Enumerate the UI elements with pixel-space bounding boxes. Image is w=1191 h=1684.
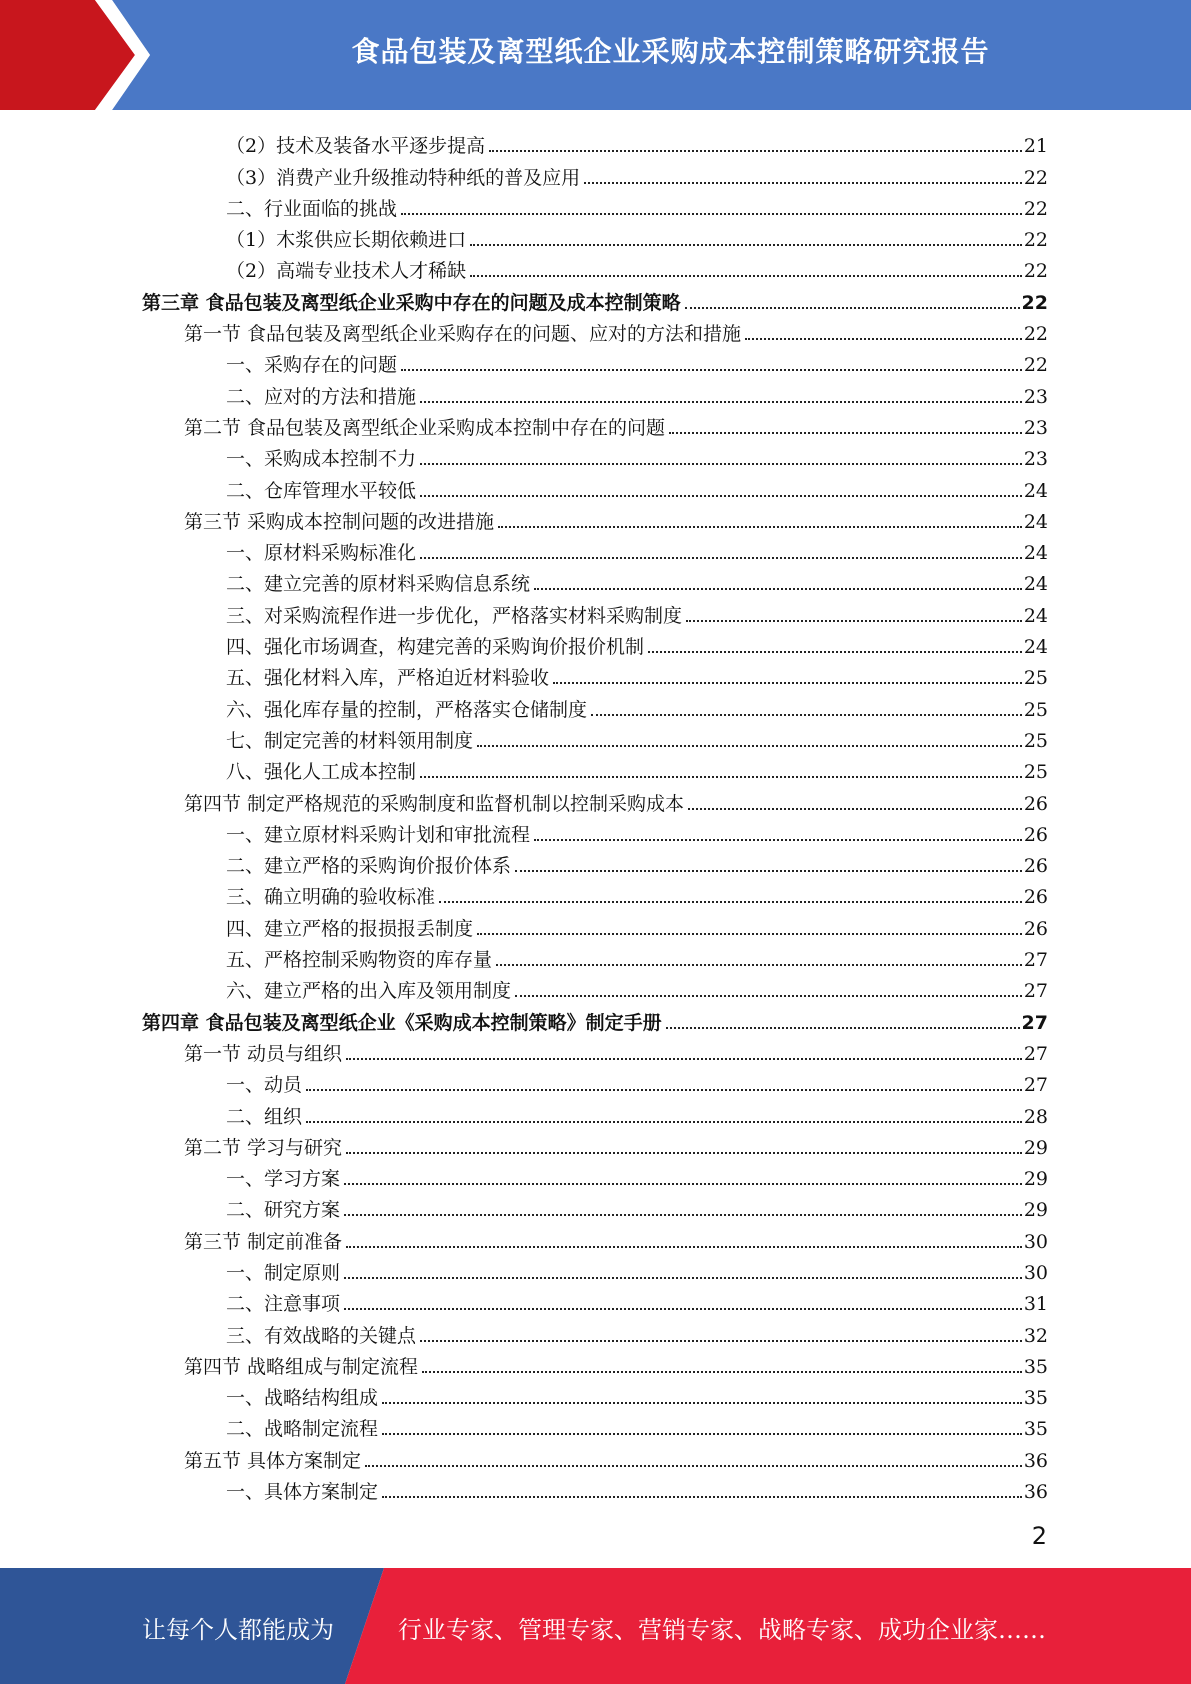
toc-entry-page: 31	[1023, 1293, 1048, 1316]
toc-entry-section[interactable]	[0, 315, 1191, 346]
toc-entry-page: 22	[1023, 166, 1048, 189]
toc-entry-label: 一、制定原则	[226, 1261, 341, 1284]
toc-dot-leader	[420, 557, 1022, 559]
toc-entry-item[interactable]	[0, 1285, 1191, 1316]
toc-entry-item[interactable]	[0, 596, 1191, 627]
toc-entry-page: 22	[1023, 323, 1048, 346]
toc-entry-label: 第一节 食品包装及离型纸企业采购存在的问题、应对的方法和措施	[184, 323, 742, 346]
toc-entry-section[interactable]	[0, 503, 1191, 534]
toc-entry-page: 30	[1023, 1261, 1048, 1284]
toc-entry-label: （3）消费产业升级推动特种纸的普及应用	[226, 166, 581, 189]
toc-dot-leader	[477, 933, 1022, 935]
toc-entry-page: 25	[1023, 729, 1048, 752]
toc-entry-page: 27	[1023, 980, 1048, 1003]
toc-entry-label: 八、强化人工成本控制	[226, 761, 417, 784]
toc-dot-leader	[306, 1121, 1022, 1123]
toc-entry-item[interactable]	[0, 1254, 1191, 1285]
header-chevron-icon	[0, 0, 160, 110]
toc-dot-leader	[686, 620, 1022, 622]
toc-entry-label: 第一节 动员与组织	[184, 1042, 343, 1065]
toc-entry-page: 36	[1023, 1481, 1048, 1504]
toc-entry-item[interactable]	[0, 1097, 1191, 1128]
toc-entry-label: 二、组织	[226, 1105, 303, 1128]
toc-entry-item[interactable]	[0, 377, 1191, 408]
toc-entry-label: 二、战略制定流程	[226, 1418, 379, 1441]
toc-dot-leader	[420, 463, 1022, 465]
footer-band	[0, 1568, 1191, 1684]
toc-dot-leader	[420, 776, 1022, 778]
toc-entry-page: 24	[1023, 573, 1048, 596]
toc-entry-label: 五、强化材料入库，严格迫近材料验收	[226, 667, 550, 690]
toc-entry-label: 第三章 食品包装及离型纸企业采购中存在的问题及成本控制策略	[142, 291, 681, 314]
toc-dot-leader	[306, 1089, 1022, 1091]
toc-dot-leader	[666, 1027, 1020, 1029]
toc-entry-page: 27	[1021, 1011, 1048, 1034]
toc-entry-label: 三、确立明确的验收标准	[226, 886, 436, 909]
toc-entry-page: 22	[1023, 354, 1048, 377]
toc-entry-page: 24	[1023, 604, 1048, 627]
toc-entry-item[interactable]	[0, 1191, 1191, 1222]
toc-entry-label: 一、建立原材料采购计划和审批流程	[226, 823, 531, 846]
toc-entry-chapter[interactable]	[0, 283, 1191, 314]
toc-entry-page: 29	[1023, 1136, 1048, 1159]
toc-entry-item[interactable]	[0, 941, 1191, 972]
toc-entry-label: 二、应对的方法和措施	[226, 385, 417, 408]
toc-dot-leader	[534, 588, 1022, 590]
toc-entry-label: 一、采购存在的问题	[226, 354, 398, 377]
toc-entry-page: 22	[1023, 197, 1048, 220]
toc-entry-page: 25	[1023, 698, 1048, 721]
report-title: 食品包装及离型纸企业采购成本控制策略研究报告	[351, 35, 990, 68]
toc-dot-leader	[648, 651, 1022, 653]
toc-dot-leader	[420, 401, 1022, 403]
toc-entry-label: 七、制定完善的材料领用制度	[226, 729, 474, 752]
toc-dot-leader	[344, 1183, 1022, 1185]
toc-dot-leader	[669, 432, 1022, 434]
toc-dot-leader	[344, 1277, 1022, 1279]
toc-dot-leader	[439, 901, 1022, 903]
toc-entry-item[interactable]	[0, 909, 1191, 940]
toc-entry-item[interactable]	[0, 816, 1191, 847]
toc-entry-label: （2）高端专业技术人才稀缺	[226, 260, 467, 283]
toc-entry-label: 一、学习方案	[226, 1168, 341, 1191]
toc-dot-leader	[401, 369, 1022, 371]
toc-entry-page: 27	[1023, 1042, 1048, 1065]
toc-entry-section[interactable]	[0, 784, 1191, 815]
toc-dot-leader	[401, 213, 1022, 215]
toc-entry-label: 二、研究方案	[226, 1199, 341, 1222]
toc-entry-page: 21	[1023, 135, 1048, 158]
toc-dot-leader	[344, 1308, 1022, 1310]
toc-entry-page: 24	[1023, 510, 1048, 533]
toc-entry-page: 22	[1023, 229, 1048, 252]
toc-entry-label: 第二节 学习与研究	[184, 1136, 343, 1159]
toc-entry-item[interactable]	[0, 690, 1191, 721]
toc-entry-item[interactable]	[0, 628, 1191, 659]
toc-dot-leader	[382, 1402, 1022, 1404]
footer-slogan-right: 行业专家、管理专家、营销专家、战略专家、成功企业家……	[398, 1616, 1046, 1644]
toc-entry-page: 28	[1023, 1105, 1048, 1128]
toc-entry-label: 第四节 战略组成与制定流程	[184, 1355, 419, 1378]
toc-entry-label: 第二节 食品包装及离型纸企业采购成本控制中存在的问题	[184, 416, 666, 439]
toc-entry-label: 三、对采购流程作进一步优化，严格落实材料采购制度	[226, 604, 683, 627]
table-of-contents	[0, 127, 1191, 1504]
footer-slogan-left: 让每个人都能成为	[142, 1616, 334, 1644]
toc-entry-page: 26	[1023, 855, 1048, 878]
toc-entry-label: 四、强化市场调查，构建完善的采购询价报价机制	[226, 636, 645, 659]
toc-entry-section[interactable]	[0, 1348, 1191, 1379]
toc-dot-leader	[382, 1496, 1022, 1498]
toc-dot-leader	[382, 1433, 1022, 1435]
toc-dot-leader	[515, 870, 1022, 872]
toc-entry-page: 35	[1023, 1418, 1048, 1441]
toc-entry-section[interactable]	[0, 1222, 1191, 1253]
toc-entry-label: 一、动员	[226, 1074, 303, 1097]
toc-entry-label: 二、仓库管理水平较低	[226, 479, 417, 502]
toc-entry-item[interactable]	[0, 753, 1191, 784]
toc-entry-page: 35	[1023, 1387, 1048, 1410]
toc-entry-item[interactable]	[0, 1160, 1191, 1191]
toc-entry-item[interactable]	[0, 534, 1191, 565]
toc-entry-label: 三、有效战略的关键点	[226, 1324, 417, 1347]
toc-entry-item[interactable]	[0, 127, 1191, 158]
toc-dot-leader	[498, 526, 1022, 528]
toc-entry-item[interactable]	[0, 1473, 1191, 1504]
toc-entry-item[interactable]	[0, 565, 1191, 596]
toc-entry-page: 27	[1023, 949, 1048, 972]
toc-entry-page: 35	[1023, 1355, 1048, 1378]
toc-dot-leader	[477, 745, 1022, 747]
toc-entry-section[interactable]	[0, 1441, 1191, 1472]
toc-entry-item[interactable]	[0, 190, 1191, 221]
toc-entry-label: （1）木浆供应长期依赖进口	[226, 229, 467, 252]
toc-dot-leader	[365, 1465, 1022, 1467]
toc-dot-leader	[489, 150, 1022, 152]
toc-dot-leader	[534, 839, 1022, 841]
toc-entry-item[interactable]	[0, 659, 1191, 690]
toc-entry-label: 二、建立完善的原材料采购信息系统	[226, 573, 531, 596]
toc-entry-section[interactable]	[0, 409, 1191, 440]
toc-dot-leader	[515, 995, 1022, 997]
toc-entry-page: 25	[1023, 761, 1048, 784]
header-band	[0, 0, 1191, 110]
toc-entry-page: 26	[1023, 792, 1048, 815]
toc-dot-leader	[591, 714, 1022, 716]
toc-entry-item[interactable]	[0, 1410, 1191, 1441]
toc-dot-leader	[688, 808, 1022, 810]
page-number: 2	[1031, 1522, 1047, 1550]
toc-entry-label: 第四节 制定严格规范的采购制度和监督机制以控制采购成本	[184, 792, 685, 815]
toc-dot-leader	[346, 1152, 1022, 1154]
toc-entry-page: 30	[1023, 1230, 1048, 1253]
toc-dot-leader	[420, 1340, 1022, 1342]
toc-entry-label: （2）技术及装备水平逐步提高	[226, 135, 486, 158]
toc-entry-label: 第四章 食品包装及离型纸企业《采购成本控制策略》制定手册	[142, 1011, 662, 1034]
toc-dot-leader	[496, 964, 1022, 966]
toc-entry-label: 六、强化库存量的控制，严格落实仓储制度	[226, 698, 588, 721]
toc-entry-item[interactable]	[0, 847, 1191, 878]
toc-entry-page: 23	[1023, 385, 1048, 408]
toc-dot-leader	[584, 182, 1022, 184]
toc-entry-page: 32	[1023, 1324, 1048, 1347]
toc-entry-page: 26	[1023, 823, 1048, 846]
toc-dot-leader	[346, 1058, 1022, 1060]
toc-entry-page: 24	[1023, 479, 1048, 502]
toc-entry-item[interactable]	[0, 1316, 1191, 1347]
toc-entry-page: 29	[1023, 1199, 1048, 1222]
toc-entry-label: 一、具体方案制定	[226, 1481, 379, 1504]
toc-entry-page: 27	[1023, 1074, 1048, 1097]
toc-dot-leader	[420, 495, 1022, 497]
toc-entry-item[interactable]	[0, 221, 1191, 252]
toc-entry-label: 二、行业面临的挑战	[226, 197, 398, 220]
toc-entry-label: 第五节 具体方案制定	[184, 1449, 362, 1472]
toc-entry-label: 第三节 采购成本控制问题的改进措施	[184, 510, 495, 533]
toc-entry-page: 26	[1023, 917, 1048, 940]
toc-entry-page: 25	[1023, 667, 1048, 690]
toc-entry-item[interactable]	[0, 471, 1191, 502]
toc-entry-page: 24	[1023, 636, 1048, 659]
toc-dot-leader	[553, 682, 1022, 684]
toc-entry-page: 23	[1023, 416, 1048, 439]
toc-dot-leader	[422, 1371, 1022, 1373]
toc-entry-page: 22	[1023, 260, 1048, 283]
toc-entry-chapter[interactable]	[0, 1003, 1191, 1034]
toc-entry-label: 五、严格控制采购物资的库存量	[226, 949, 493, 972]
toc-entry-item[interactable]	[0, 878, 1191, 909]
toc-entry-page: 29	[1023, 1168, 1048, 1191]
toc-entry-item[interactable]	[0, 722, 1191, 753]
toc-dot-leader	[685, 307, 1020, 309]
toc-entry-page: 22	[1021, 291, 1048, 314]
toc-entry-label: 一、原材料采购标准化	[226, 542, 417, 565]
toc-entry-page: 24	[1023, 542, 1048, 565]
toc-entry-label: 一、采购成本控制不力	[226, 448, 417, 471]
toc-entry-item[interactable]	[0, 1066, 1191, 1097]
toc-entry-page: 26	[1023, 886, 1048, 909]
toc-dot-leader	[470, 275, 1022, 277]
toc-entry-item[interactable]	[0, 346, 1191, 377]
toc-entry-item[interactable]	[0, 252, 1191, 283]
toc-dot-leader	[470, 244, 1022, 246]
toc-entry-section[interactable]	[0, 1129, 1191, 1160]
toc-entry-item[interactable]	[0, 440, 1191, 471]
toc-entry-label: 二、注意事项	[226, 1293, 341, 1316]
toc-entry-label: 第三节 制定前准备	[184, 1230, 343, 1253]
toc-entry-page: 23	[1023, 448, 1048, 471]
toc-entry-item[interactable]	[0, 972, 1191, 1003]
toc-entry-label: 四、建立严格的报损报丢制度	[226, 917, 474, 940]
toc-entry-section[interactable]	[0, 1035, 1191, 1066]
toc-entry-item[interactable]	[0, 158, 1191, 189]
toc-entry-item[interactable]	[0, 1379, 1191, 1410]
toc-dot-leader	[346, 1246, 1022, 1248]
toc-entry-label: 二、建立严格的采购询价报价体系	[226, 855, 512, 878]
toc-entry-label: 一、战略结构组成	[226, 1387, 379, 1410]
toc-entry-page: 36	[1023, 1449, 1048, 1472]
toc-entry-label: 六、建立严格的出入库及领用制度	[226, 980, 512, 1003]
toc-dot-leader	[344, 1214, 1022, 1216]
toc-dot-leader	[745, 338, 1022, 340]
